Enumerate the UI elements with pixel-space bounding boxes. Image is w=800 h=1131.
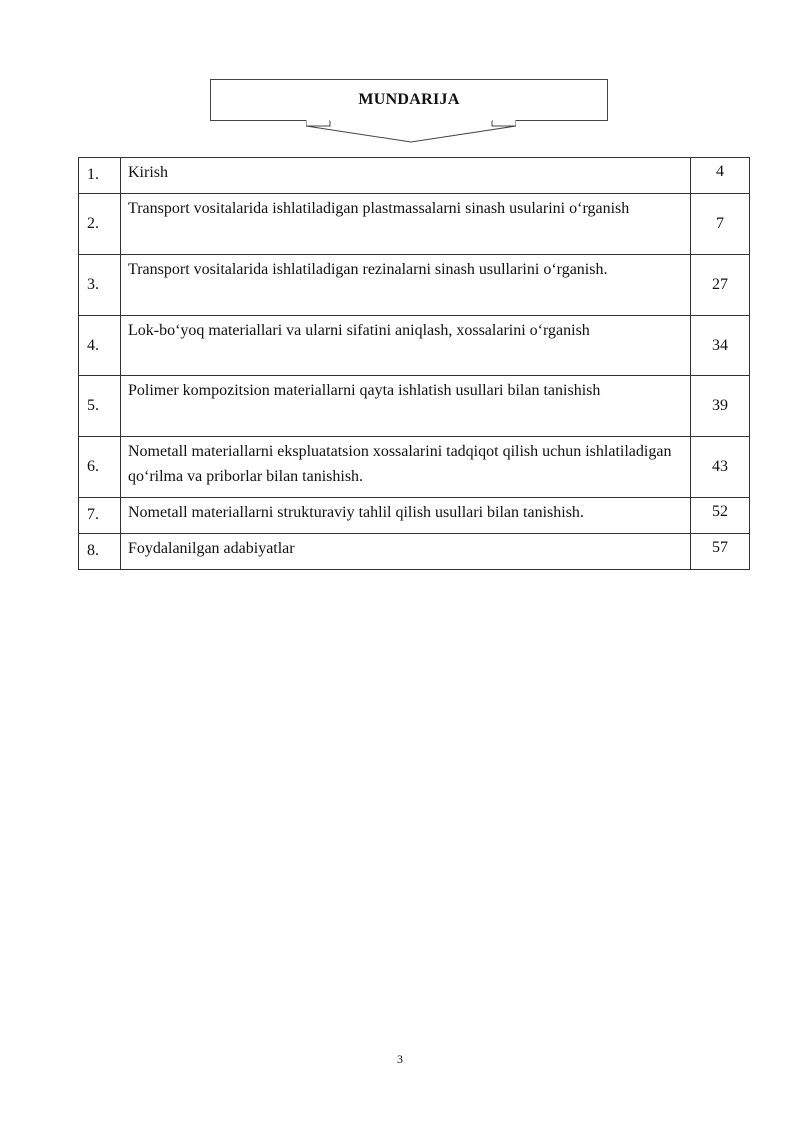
- toc-row-page: 43: [691, 437, 750, 498]
- toc-row: [79, 158, 750, 194]
- toc-row-number: 7.: [79, 498, 121, 534]
- toc-row-title: Polimer kompozitsion materiallarni qayta ishlatish usullari bilan tanishish: [121, 376, 691, 437]
- toc-row-title: Transport vositalarida ishlatiladigan rezinalarni sinash usullarini o‘rganish.: [121, 255, 691, 316]
- toc-row-title: Nometall materiallarni ekspluatatsion xossalarini tadqiqot qilish uchun ishlatiladigan qo‘rilma va priborlar bilan tanishish.: [121, 437, 691, 498]
- toc-row-title: Lok-bo‘yoq materiallari va ularni sifatini aniqlash, xossalarini o‘rganish: [121, 316, 691, 376]
- page-number: 3: [397, 1052, 403, 1066]
- toc-row: [79, 534, 750, 570]
- callout-arrow-icon: [306, 120, 516, 144]
- toc-row-number: 2.: [79, 194, 121, 255]
- toc-table: [78, 157, 750, 570]
- toc-row-number: 4.: [79, 316, 121, 376]
- toc-row: [79, 498, 750, 534]
- toc-row-title: Nometall materiallarni strukturaviy tahlil qilish usullari bilan tanishish.: [121, 498, 691, 534]
- toc-heading: [210, 79, 608, 121]
- toc-heading-text: MUNDARIJA: [358, 91, 460, 108]
- toc-row-page: 7: [691, 194, 750, 255]
- toc-row-page: 57: [691, 534, 750, 570]
- toc-row-number: 5.: [79, 376, 121, 437]
- toc-row-page: 52: [691, 498, 750, 534]
- toc-row-number: 1.: [79, 158, 121, 194]
- toc-row-number: 8.: [79, 534, 121, 570]
- toc-row-page: 4: [691, 158, 750, 194]
- toc-row-page: 34: [691, 316, 750, 376]
- toc-row: [79, 437, 750, 498]
- toc-row-page: 39: [691, 376, 750, 437]
- toc-row: [79, 194, 750, 255]
- toc-row: [79, 255, 750, 316]
- toc-row-page: 27: [691, 255, 750, 316]
- toc-row-title: Kirish: [121, 158, 691, 194]
- toc-row-title: Transport vositalarida ishlatiladigan plastmassalarni sinash usularini o‘rganish: [121, 194, 691, 255]
- toc-row-number: 6.: [79, 437, 121, 498]
- toc-row-number: 3.: [79, 255, 121, 316]
- toc-row-title: Foydalanilgan adabiyatlar: [121, 534, 691, 570]
- toc-row: [79, 376, 750, 437]
- toc-row: [79, 316, 750, 376]
